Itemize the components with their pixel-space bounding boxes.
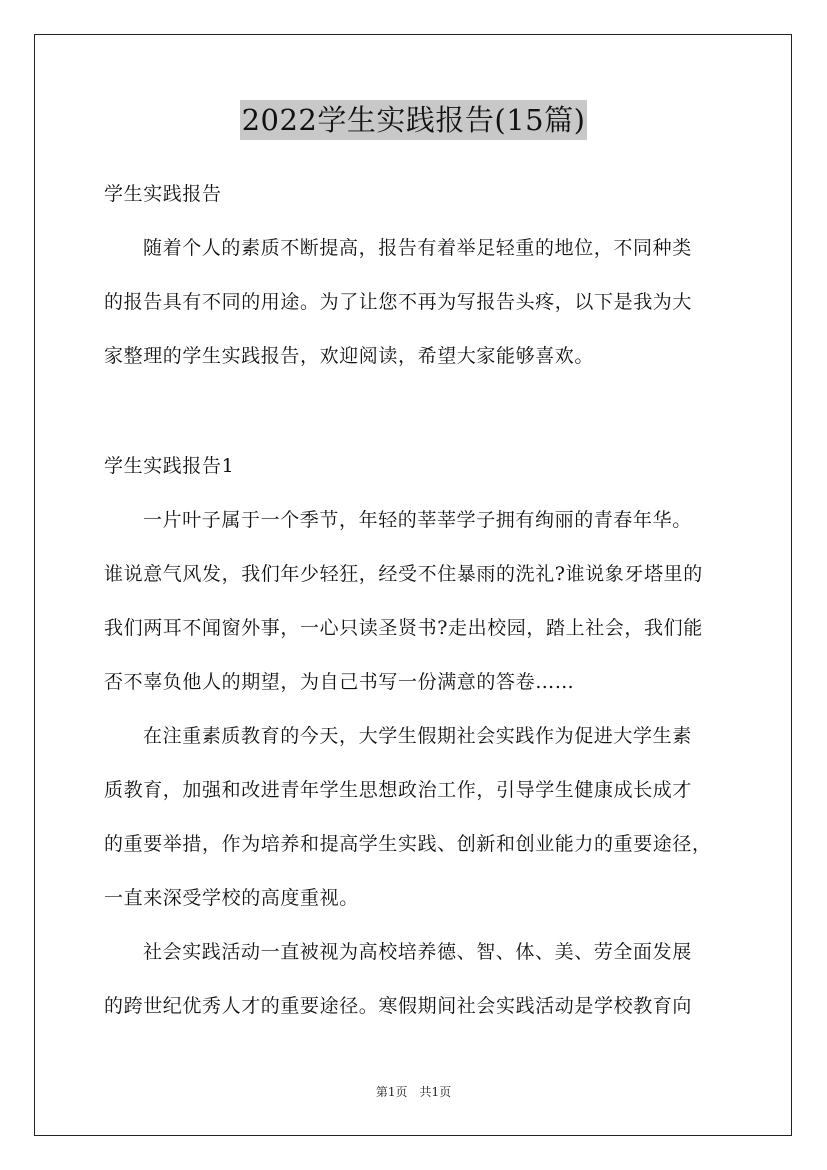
paragraph-line: 否不辜负他人的期望，为自己书写一份满意的答卷…… — [104, 671, 575, 693]
page-number: 第1页 共1页 — [375, 1085, 452, 1099]
title-container — [0, 100, 827, 140]
paragraph-line: 社会实践活动一直被视为高校培养德、智、体、美、劳全面发展 — [143, 941, 692, 963]
paragraph-line: 一直来深受学校的高度重视。 — [104, 887, 359, 909]
paragraph-line: 的重要举措，作为培养和提高学生实践、创新和创业能力的重要途径， — [104, 833, 712, 855]
paragraph-line: 的跨世纪优秀人才的重要途径。寒假期间社会实践活动是学校教育向 — [104, 995, 693, 1017]
section-heading: 学生实践报告1 — [104, 455, 235, 477]
subtitle: 学生实践报告 — [104, 183, 222, 205]
intro-line: 家整理的学生实践报告，欢迎阅读，希望大家能够喜欢。 — [104, 345, 595, 367]
intro-line: 的报告具有不同的用途。为了让您不再为写报告头疼，以下是我为大 — [104, 291, 693, 313]
intro-line: 随着个人的素质不断提高，报告有着举足轻重的地位，不同种类 — [143, 237, 692, 259]
paragraph-line: 质教育，加强和改进青年学生思想政治工作，引导学生健康成长成才 — [104, 779, 693, 801]
document-title: 2022学生实践报告(15篇) — [240, 100, 588, 140]
paragraph-line: 在注重素质教育的今天，大学生假期社会实践作为促进大学生素 — [143, 725, 692, 747]
paragraph-line: 我们两耳不闻窗外事，一心只读圣贤书?走出校园，踏上社会，我们能 — [104, 617, 703, 639]
paragraph-line: 一片叶子属于一个季节，年轻的莘莘学子拥有绚丽的青春年华。 — [143, 509, 692, 531]
paragraph-line: 谁说意气风发，我们年少轻狂，经受不住暴雨的洗礼?谁说象牙塔里的 — [104, 563, 703, 585]
